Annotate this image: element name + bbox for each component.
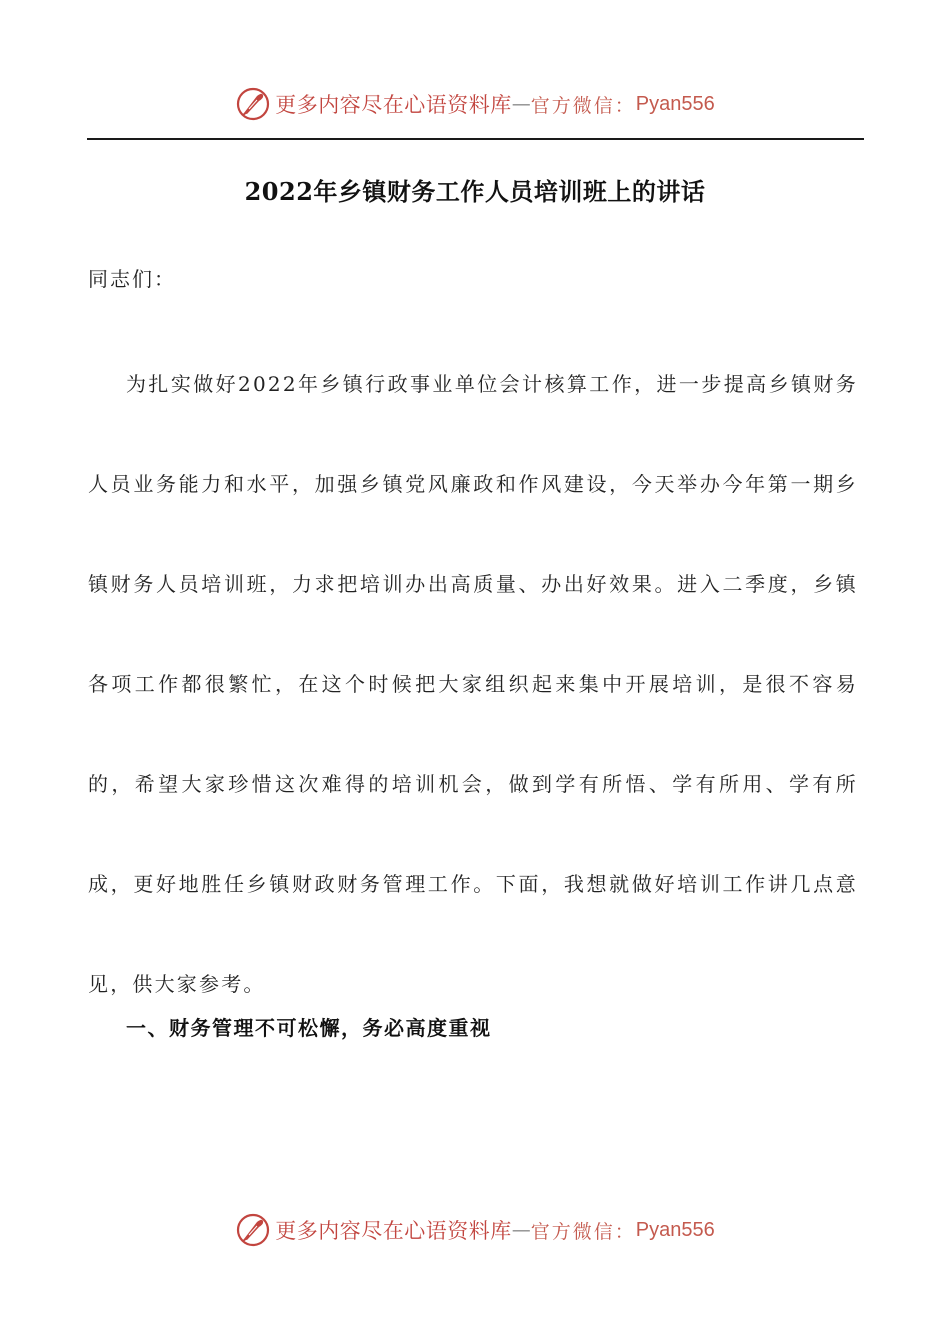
footer-contact-label: 官方微信： bbox=[530, 1220, 636, 1243]
footer-contact-id: Pyan556 bbox=[635, 1218, 715, 1241]
header-contact-label: 官方微信： bbox=[530, 94, 636, 117]
page-footer bbox=[0, 1210, 950, 1250]
footer-banner bbox=[235, 1212, 714, 1248]
document-title: 2022年乡镇财务工作人员培训班上的讲话 bbox=[244, 177, 706, 206]
quill-pen-icon bbox=[235, 86, 271, 122]
footer-brand-text: 更多内容尽在心语资料库 bbox=[275, 1219, 512, 1243]
footer-dash: — bbox=[511, 1219, 531, 1241]
salutation: 同志们： bbox=[88, 267, 176, 291]
section-heading: 一、财务管理不可松懈，务必高度重视 bbox=[126, 1016, 492, 1040]
header-banner bbox=[235, 86, 714, 122]
body-paragraph: 为扎实做好2022年乡镇行政事业单位会计核算工作，进一步提高乡镇财务人员业务能力和水平，加强乡镇党风廉政和作风建设，今天举办今年第一期乡镇财务人员培训班，力求把培训办出高质量、办出好效果。进入二季度，乡镇各项工作都很繁忙，在这个时候把大家组织起来集中开展培训，是很不容易的，希望大家珍惜这次难得的培训机会，做到学有所悟、学有所用、学有所成，更好地胜任乡镇财政财务管理工作。下面，我想就做好培训工作讲几点意见，供大家参考。 bbox=[88, 372, 858, 996]
quill-pen-icon bbox=[235, 1212, 271, 1248]
header-divider bbox=[87, 138, 864, 140]
page-header bbox=[0, 84, 950, 124]
header-dash: — bbox=[511, 93, 531, 115]
header-brand-text: 更多内容尽在心语资料库 bbox=[275, 93, 512, 117]
header-contact-id: Pyan556 bbox=[635, 92, 715, 115]
